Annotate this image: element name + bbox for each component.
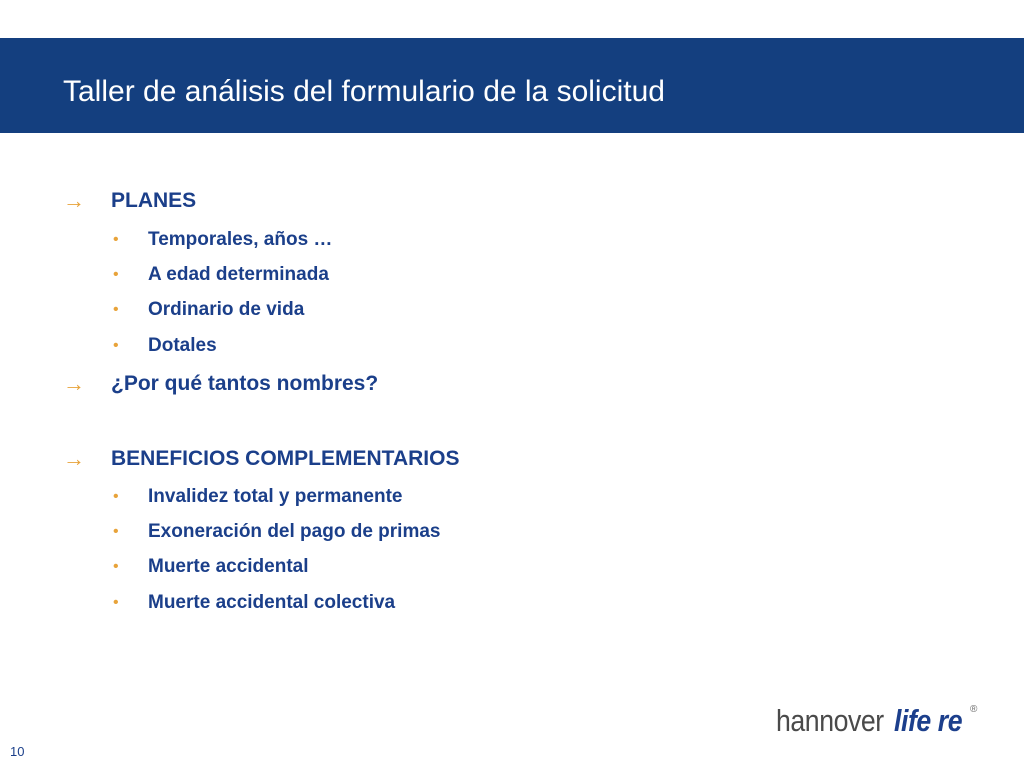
- logo-word-life-re: life re: [894, 703, 963, 738]
- bullet-icon: •: [113, 488, 119, 505]
- list-item-text: A edad determinada: [148, 264, 329, 285]
- bullet-icon: •: [113, 266, 119, 283]
- arrow-icon: →: [63, 188, 85, 213]
- page-number: 10: [10, 744, 25, 759]
- list-item-text: Ordinario de vida: [148, 299, 305, 320]
- list-item-text: Dotales: [148, 335, 217, 356]
- list-item-text: Muerte accidental colectiva: [148, 592, 396, 613]
- logo-word-hannover: hannover: [776, 703, 884, 738]
- arrow-icon: →: [63, 446, 85, 471]
- section-heading-text: PLANES: [111, 189, 197, 212]
- list-item-text: Invalidez total y permanente: [148, 486, 403, 507]
- bullet-icon: •: [113, 337, 119, 354]
- section-heading-text: ¿Por qué tantos nombres?: [111, 372, 379, 395]
- registered-mark: ®: [970, 704, 978, 715]
- arrow-icon: →: [63, 371, 85, 396]
- list-item-text: Exoneración del pago de primas: [148, 521, 441, 542]
- bullet-icon: •: [113, 231, 119, 248]
- list-item-text: Muerte accidental: [148, 556, 309, 577]
- bullet-icon: •: [113, 558, 119, 575]
- bullet-icon: •: [113, 301, 119, 318]
- slide-title: Taller de análisis del formulario de la solicitud: [63, 75, 665, 108]
- bullet-icon: •: [113, 523, 119, 540]
- list-item-text: Temporales, años …: [148, 229, 333, 250]
- section-heading-text: BENEFICIOS COMPLEMENTARIOS: [111, 447, 460, 470]
- bullet-icon: •: [113, 594, 119, 611]
